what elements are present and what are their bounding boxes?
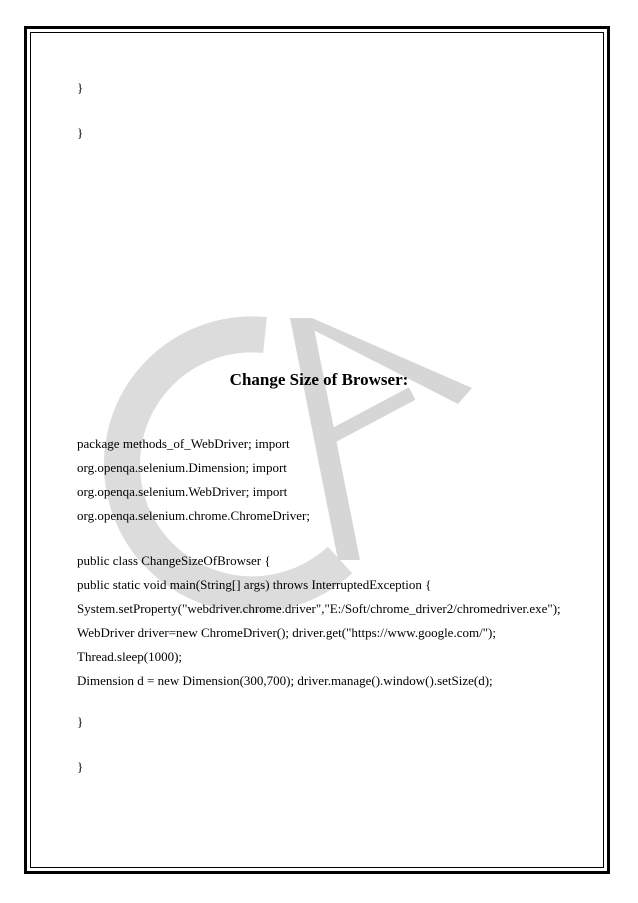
code-line: Dimension d = new Dimension(300,700); driver.manage().window().setSize(d);: [77, 673, 493, 688]
code-line: public class ChangeSizeOfBrowser {: [77, 553, 271, 568]
code-line: public static void main(String[] args) throws InterruptedException {: [77, 577, 432, 592]
code-line: System.setProperty("webdriver.chrome.driver","E:/Soft/chrome_driver2/chromedriver.exe");: [77, 601, 561, 616]
closing-brace: }: [77, 80, 84, 95]
code-line: org.openqa.selenium.WebDriver; import: [77, 484, 288, 499]
code-line: package methods_of_WebDriver; import: [77, 436, 290, 451]
code-line: WebDriver driver=new ChromeDriver(); driver.get("https://www.google.com/");: [77, 625, 496, 640]
closing-brace: }: [77, 125, 84, 140]
section-heading: Change Size of Browser:: [229, 370, 409, 389]
code-line: org.openqa.selenium.Dimension; import: [77, 460, 287, 475]
code-line: org.openqa.selenium.chrome.ChromeDriver;: [77, 508, 310, 523]
closing-brace: }: [77, 759, 84, 774]
closing-brace: }: [77, 714, 84, 729]
code-line: Thread.sleep(1000);: [77, 649, 183, 664]
